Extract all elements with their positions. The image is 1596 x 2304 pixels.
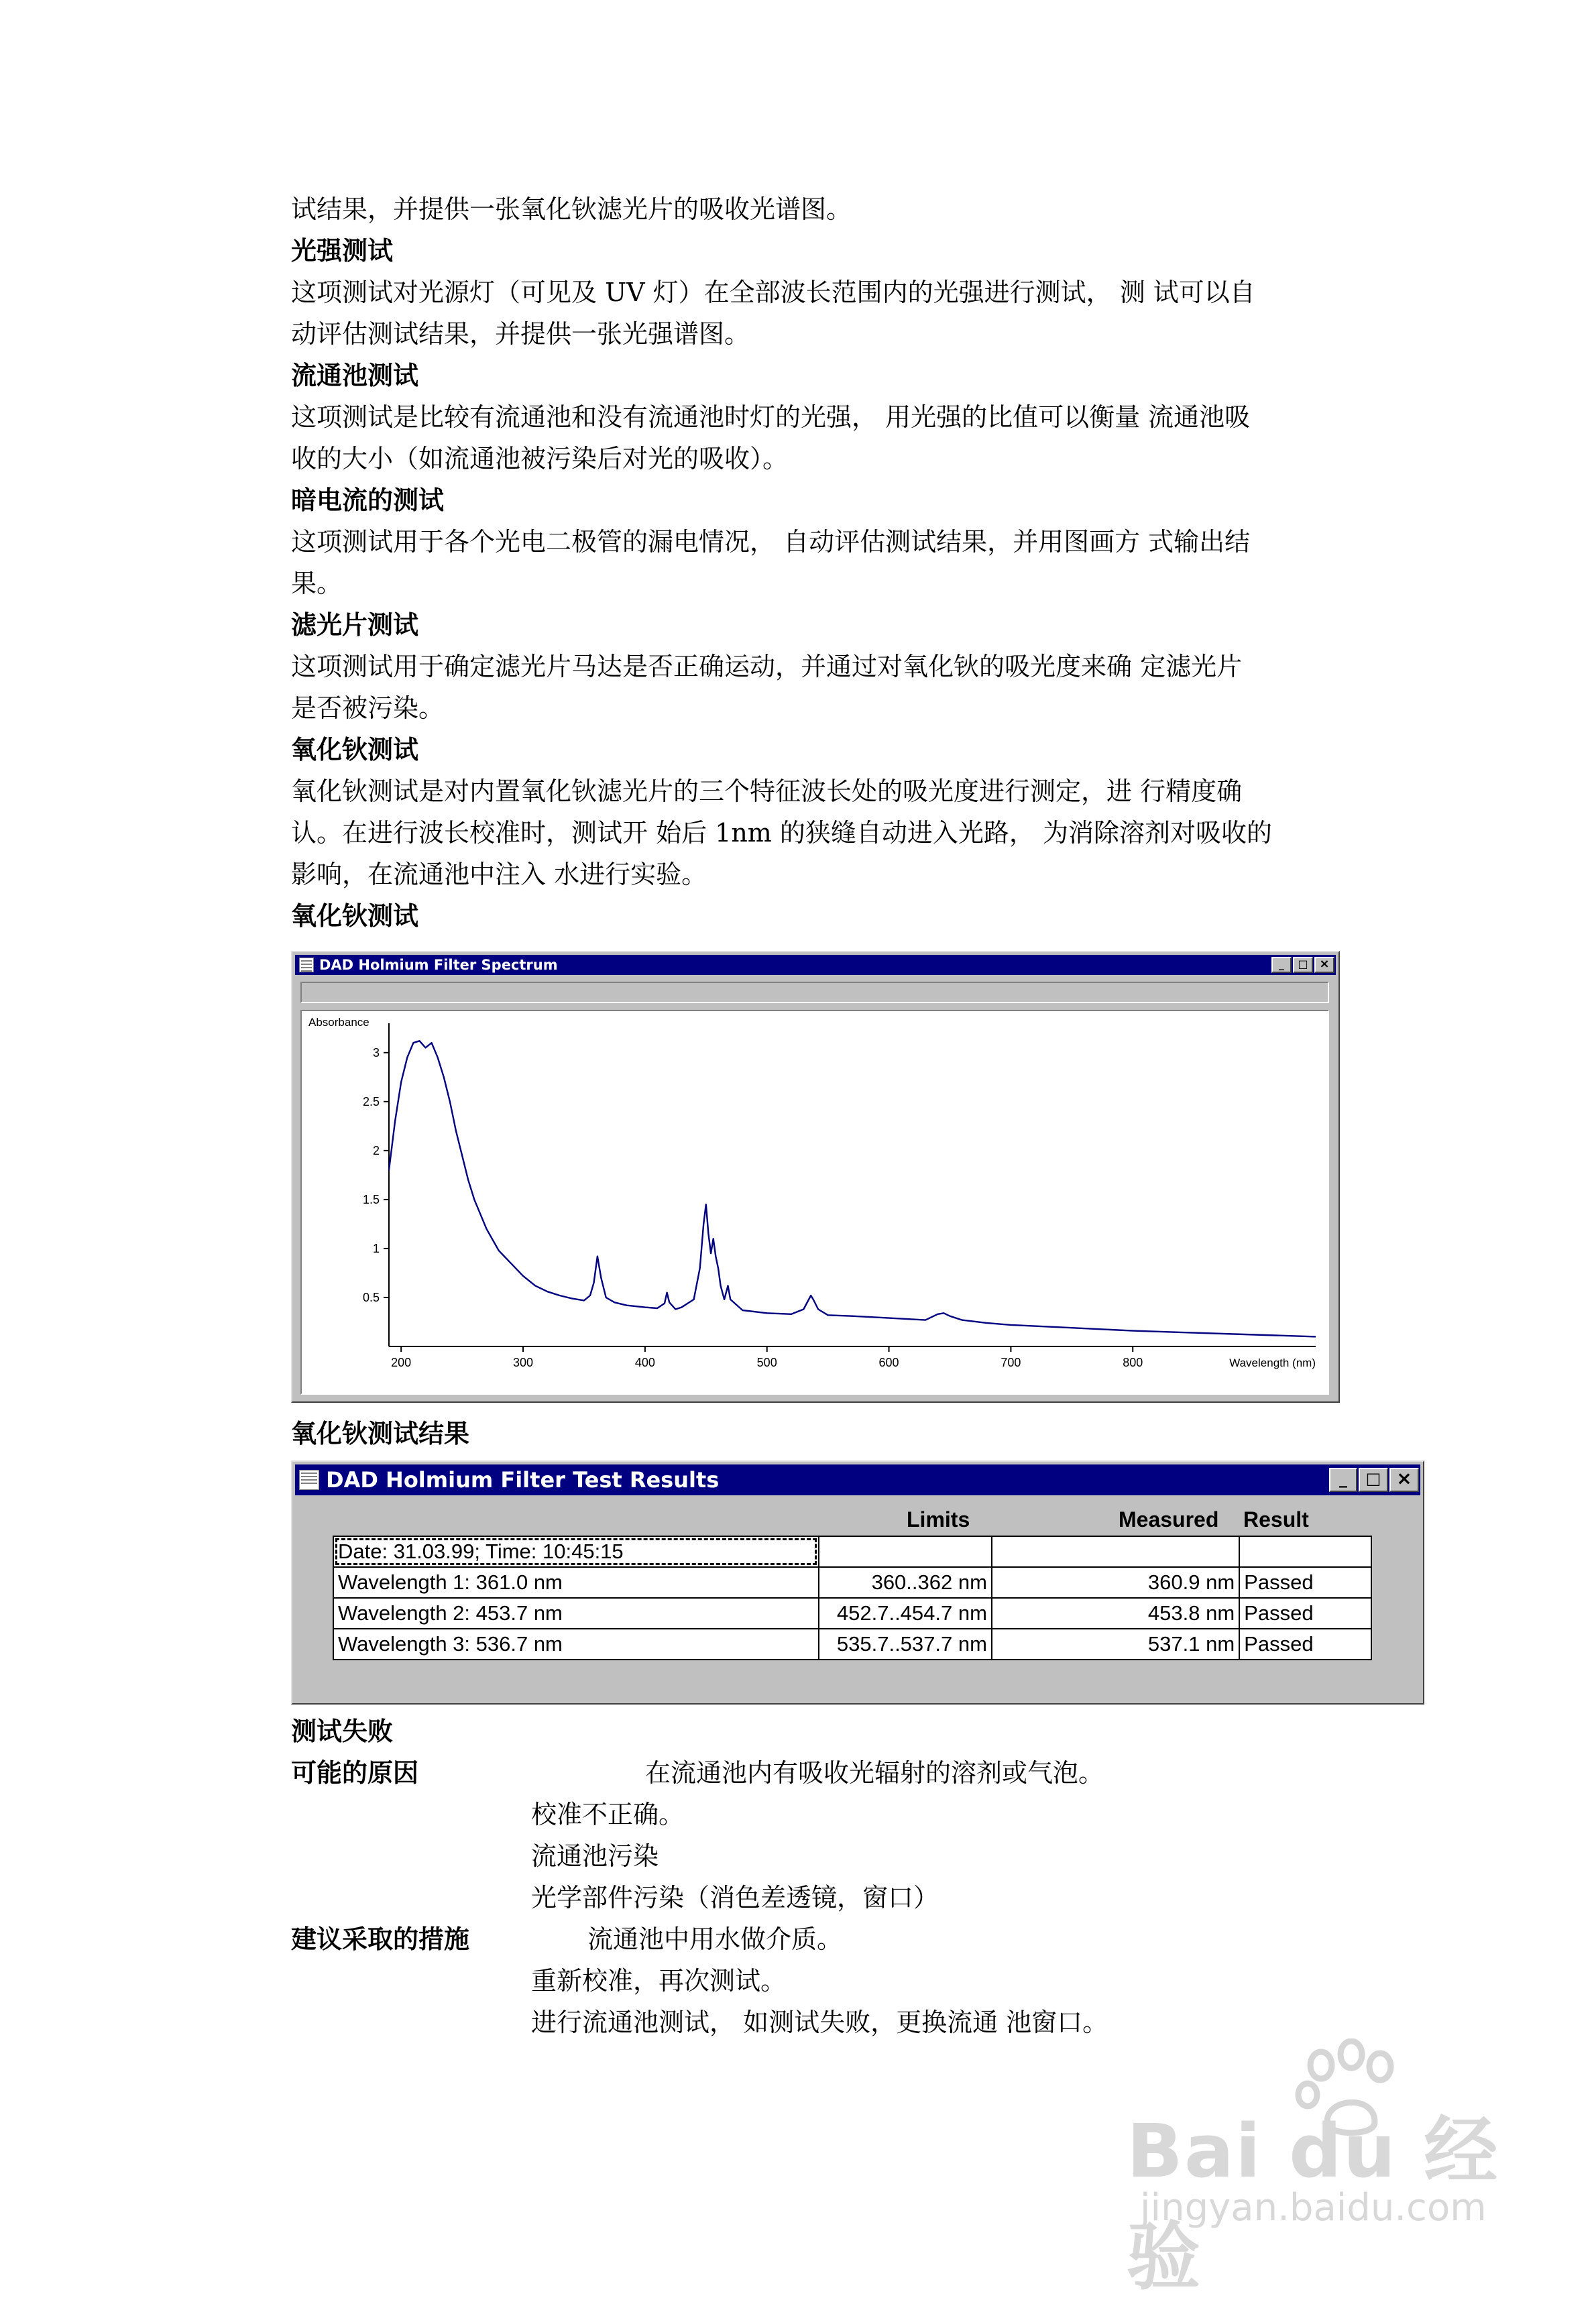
paragraph-text: 这项测试用于各个光电二极管的漏电情况， 自动评估测试结果，并用图画方 式输出结 [291, 527, 1251, 557]
y-tick-label: 0.5 [362, 1290, 380, 1304]
action-item: 重新校准，再次测试。 [531, 1966, 787, 1996]
maximize-button[interactable]: □ [1293, 957, 1313, 973]
y-tick-label: 2.5 [362, 1094, 380, 1108]
chart-area [300, 1010, 1329, 1395]
table-row[interactable] [333, 1598, 1371, 1629]
spectrum-window-title: DAD Holmium Filter Spectrum [319, 957, 558, 973]
maximize-button[interactable]: □ [1359, 1468, 1388, 1492]
watermark-url: jingyan.baidu.com [1140, 2186, 1487, 2230]
section-heading-filter: 滤光片测试 [291, 610, 419, 640]
table-cell [992, 1536, 1239, 1567]
toolbar-strip [300, 982, 1329, 1003]
x-tick-label: 200 [391, 1356, 412, 1369]
paragraph-text: 这项测试对光源灯（可见及 UV 灯）在全部波长范围内的光强进行测试， 测 试可以自 [291, 278, 1255, 307]
x-axis-label: Wavelength (nm) [1229, 1357, 1316, 1369]
wavelength-name-cell: Wavelength 2: 453.7 nm [333, 1598, 819, 1629]
y-axis-label: Absorbance [308, 1016, 369, 1029]
spectrum-title-bar[interactable] [295, 955, 1336, 975]
paragraph-text: 认。在进行波长校准时，测试开 始后 1nm 的狭缝自动进入光路， 为消除溶剂对吸收的 [291, 818, 1273, 848]
paragraph-text: 动评估测试结果，并提供一张光强谱图。 [291, 319, 750, 349]
absorbance-spectrum-chart [302, 1011, 1328, 1393]
section-heading-flow-cell: 流通池测试 [291, 360, 419, 390]
section-heading-test-failure: 测试失败 [291, 1716, 394, 1746]
wavelength-name-cell: Wavelength 3: 536.7 nm [333, 1629, 819, 1660]
paragraph-text: 试结果，并提供一张氧化钬滤光片的吸收光谱图。 [291, 194, 852, 224]
action-item: 进行流通池测试， 如测试失败，更换流通 池窗口。 [531, 2008, 1108, 2037]
spectrum-window [291, 951, 1340, 1403]
figure-caption-results: 氧化钬测试结果 [291, 1418, 470, 1448]
y-tick-label: 1 [372, 1241, 380, 1255]
x-tick-label: 500 [756, 1356, 777, 1369]
measured-cell: 453.8 nm [992, 1598, 1239, 1629]
limits-cell: 452.7..454.7 nm [819, 1598, 992, 1629]
cause-item: 校准不正确。 [531, 1800, 685, 1829]
paragraph-text: 氧化钬测试是对内置氧化钬滤光片的三个特征波长处的吸光度进行测定，进 行精度确 [291, 776, 1243, 806]
minimize-button[interactable]: _ [1329, 1468, 1357, 1492]
paragraph-text: 收的大小（如流通池被污染后对光的吸收）。 [291, 444, 789, 473]
result-cell: Passed [1239, 1598, 1371, 1629]
section-heading-dark-current: 暗电流的测试 [291, 485, 445, 515]
table-row[interactable] [333, 1629, 1371, 1660]
limits-column-header: Limits [907, 1507, 970, 1532]
measured-cell: 537.1 nm [992, 1629, 1239, 1660]
table-cell [819, 1536, 992, 1567]
y-tick-label: 1.5 [362, 1192, 380, 1206]
x-tick-label: 800 [1123, 1356, 1143, 1369]
x-tick-label: 400 [634, 1356, 655, 1369]
y-tick-label: 2 [372, 1143, 380, 1157]
baidu-watermark [1127, 2038, 1556, 2300]
limits-cell: 535.7..537.7 nm [819, 1629, 992, 1660]
x-tick-label: 700 [1001, 1356, 1021, 1369]
cause-item: 光学部件污染（消色差透镜，窗口） [531, 1883, 939, 1912]
window-document-icon [299, 1470, 319, 1490]
cause-item: 在流通池内有吸收光辐射的溶剂或气泡。 [645, 1758, 1104, 1788]
date-time-cell[interactable]: Date: 31.03.99; Time: 10:45:15 [333, 1536, 819, 1567]
results-table [333, 1536, 1372, 1660]
close-button[interactable]: × [1389, 1468, 1419, 1492]
results-title-bar[interactable] [295, 1464, 1420, 1495]
x-tick-label: 600 [878, 1356, 899, 1369]
section-heading-light-intensity: 光强测试 [291, 235, 394, 266]
possible-causes-label: 可能的原因 [291, 1758, 419, 1788]
recommended-actions-label: 建议采取的措施 [291, 1924, 470, 1954]
absorbance-series-line [389, 1041, 1316, 1336]
paragraph-text: 影响，在流通池中注入 水进行实验。 [291, 860, 707, 889]
y-tick-label: 3 [372, 1045, 380, 1059]
measured-cell: 360.9 nm [992, 1567, 1239, 1598]
paragraph-text: 果。 [291, 569, 343, 598]
table-row[interactable] [333, 1536, 1371, 1567]
result-column-header: Result [1243, 1507, 1309, 1532]
result-cell: Passed [1239, 1629, 1371, 1660]
limits-cell: 360..362 nm [819, 1567, 992, 1598]
measured-column-header: Measured [1119, 1507, 1219, 1532]
paragraph-text: 是否被污染。 [291, 693, 445, 723]
results-window-title: DAD Holmium Filter Test Results [326, 1467, 720, 1493]
results-window [291, 1460, 1424, 1705]
minimize-button[interactable]: _ [1271, 957, 1292, 973]
section-heading-holmium: 氧化钬测试 [291, 734, 419, 764]
x-tick-label: 300 [513, 1356, 534, 1369]
table-cell [1239, 1536, 1371, 1567]
cause-item: 流通池污染 [531, 1841, 659, 1871]
result-cell: Passed [1239, 1567, 1371, 1598]
action-item: 流通池中用水做介质。 [587, 1924, 843, 1954]
window-document-icon [299, 958, 314, 972]
figure-caption-spectrum: 氧化钬测试 [291, 901, 419, 931]
table-row[interactable] [333, 1567, 1371, 1598]
close-button[interactable]: × [1314, 957, 1334, 973]
paragraph-text: 这项测试是比较有流通池和没有流通池时灯的光强， 用光强的比值可以衡量 流通池吸 [291, 402, 1251, 432]
watermark-brand: Bai du 经验 [1127, 2108, 1499, 2300]
paragraph-text: 这项测试用于确定滤光片马达是否正确运动，并通过对氧化钬的吸光度来确 定滤光片 [291, 652, 1243, 681]
wavelength-name-cell: Wavelength 1: 361.0 nm [333, 1567, 819, 1598]
